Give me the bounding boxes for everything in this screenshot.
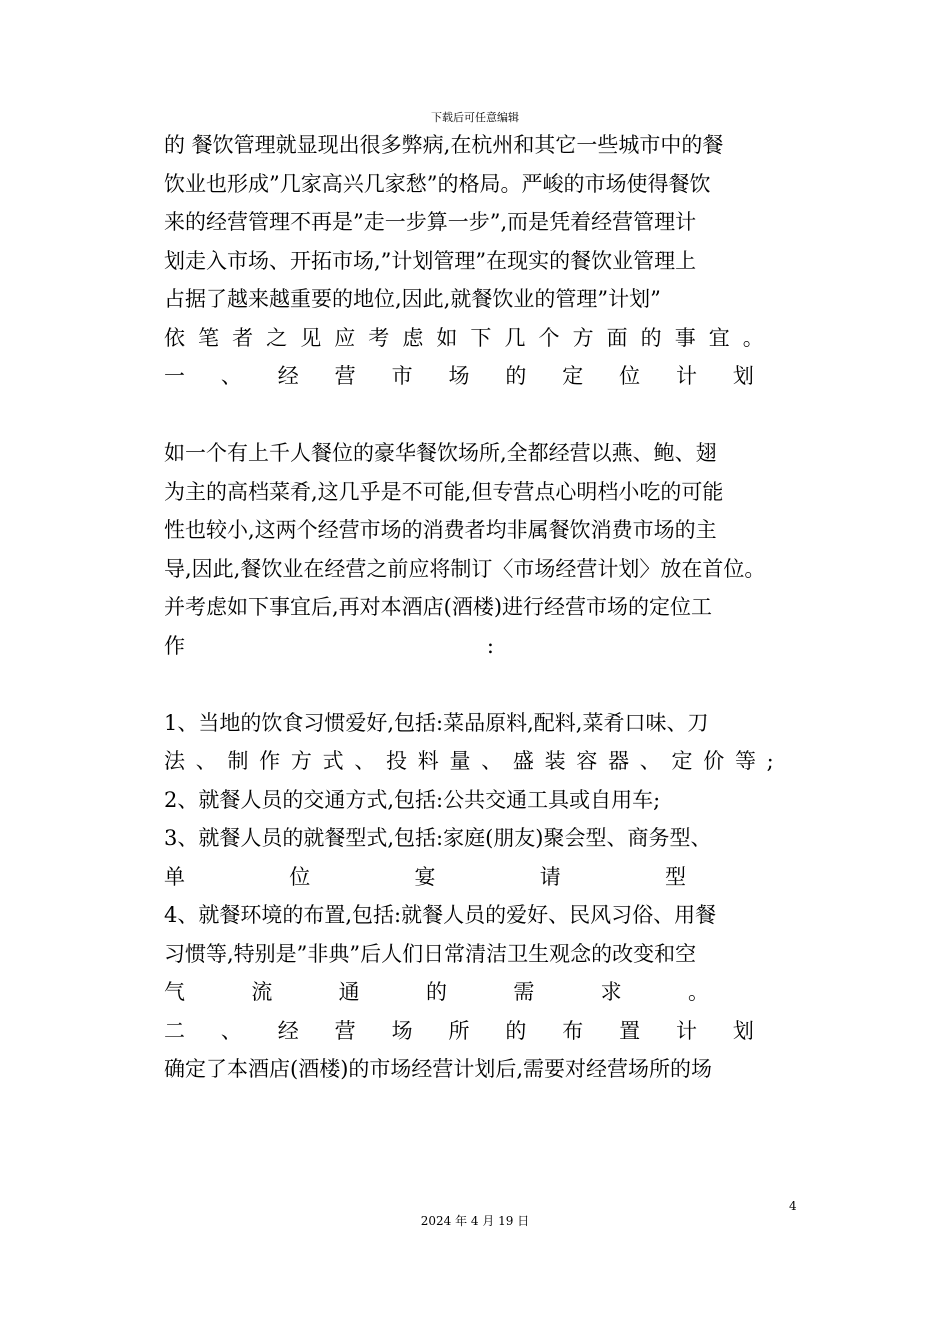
document-body [164,126,804,1089]
paragraph-line: 二 、 经 营 场 所 的 布 置 计 划 [164,1018,754,1043]
paragraph-line: 来的经营管理不再是”走一步算一步”,而是凭着经营管理计 [164,210,697,234]
paragraph-line: 占据了越来越重要的地位,因此,就餐饮业的管理”计划” [164,287,661,311]
paragraph-line: 划走入市场、开拓市场,”计划管理”在现实的餐饮业管理上 [164,248,697,273]
paragraph-line: 单 位 宴 请 型 [164,864,686,889]
paragraph-line: 作 : [164,633,494,658]
paragraph-line: 为主的高档菜肴,这几乎是不可能,但专营点心明档小吃的可能 [164,479,724,504]
paragraph-line: 确定了本酒店(酒楼)的市场经营计划后,需要对经营场所的场 [164,1057,713,1081]
paragraph-line: 2、就餐人员的交通方式,包括:公共交通工具或自用车; [164,787,661,812]
paragraph-line: 习惯等,特别是”非典”后人们日常清洁卫生观念的改变和空 [164,941,697,966]
paragraph-line: 饮业也形成”几家高兴几家愁”的格局。严峻的市场使得餐饮 [164,171,711,196]
blank-line [164,665,804,704]
paragraph-line: 性也较小,这两个经营市场的消费者均非属餐饮消费市场的主 [164,518,717,542]
paragraph-line: 的 餐饮管理就显现出很多弊病,在杭州和其它一些城市中的餐 [164,133,724,157]
page-header: 下载后可任意编辑 [431,111,519,124]
paragraph-line: 导,因此,餐饮业在经营之前应将制订〈市场经营计划〉放在首位。 [164,556,766,581]
paragraph-line: 如一个有上千人餐位的豪华餐饮场所,全都经营以燕、鲍、翅 [164,441,717,465]
paragraph-line: 一 、 经 营 市 场 的 定 位 计 划 [164,364,754,388]
page-number: 4 [789,1199,797,1213]
footer-date: 2024 年 4 月 19 日 [420,1214,530,1228]
paragraph-line: 并考虑如下事宜后,再对本酒店(酒楼)进行经营市场的定位工 [164,595,713,619]
paragraph-line: 法 、 制 作 方 式 、 投 料 量 、 盛 装 容 器 、 定 价 等 ; [164,749,774,773]
paragraph-line: 4、就餐环境的布置,包括:就餐人员的爱好、民风习俗、用餐 [164,903,717,927]
blank-line [164,396,804,435]
paragraph-line: 依 笔 者 之 见 应 考 虑 如 下 几 个 方 面 的 事 宜 。 [164,325,764,350]
paragraph-line: 气 流 通 的 需 求 。 [164,980,709,1004]
paragraph-line: 1、当地的饮食习惯爱好,包括:菜品原料,配料,菜肴口味、刀 [164,710,709,735]
paragraph-line: 3、就餐人员的就餐型式,包括:家庭(朋友)聚会型、商务型、 [164,826,712,850]
